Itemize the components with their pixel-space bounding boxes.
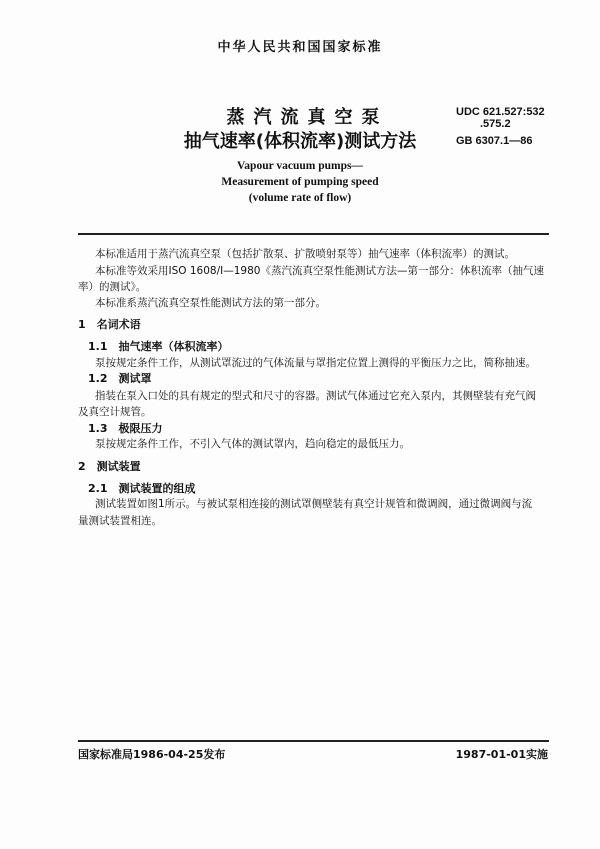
udc-code-cont: .575.2 — [480, 118, 511, 130]
body-text: 泵按规定条件工作，不引入气体的测试罩内，趋向稳定的最低压力。 — [95, 438, 410, 450]
title-en-line1: Vapour vacuum pumps— — [237, 160, 363, 172]
subsection-heading: 1.2 测试罩 — [88, 372, 152, 385]
header-rule — [78, 233, 549, 235]
udc-code: UDC 621.527:532 — [456, 106, 545, 118]
body-text: 泵按规定条件工作，从测试罩流过的气体流量与罩指定位置上测得的平衡压力之比，简称抽速。 — [95, 357, 536, 369]
title-en-line3: (volume rate of flow) — [248, 192, 352, 204]
subsection-heading: 2.1 测试装置的组成 — [88, 482, 196, 495]
intro-para: 本标准等效采用ISO 1608/Ⅰ—1980《蒸汽流真空泵性能测试方法—第一部分：体积流率（抽气速 — [95, 265, 544, 277]
body-text: 测试装置如图1所示。与被试泵相连接的测试罩侧壁装有真空计规管和微调阀，通过微调阀与流 — [95, 498, 533, 510]
subsection-heading: 1.1 抽气速率（体积流率） — [88, 340, 229, 353]
gb-number: GB 6307.1—86 — [456, 135, 533, 147]
body-text: 及真空计规管。 — [78, 406, 152, 418]
effective-date: 1987-01-01实施 — [455, 748, 548, 761]
intro-para: 本标准适用于蒸汽流真空泵（包括扩散泵、扩散喷射泵等）抽气速率（体积流率）的测试。 — [95, 248, 515, 260]
standard-header: 中华人民共和国国家标准 — [217, 40, 383, 55]
title-cn-line2: 抽气速率(体积流率)测试方法 — [183, 131, 417, 152]
body-text: 量测试装置相连。 — [78, 515, 162, 527]
body-text: 指装在泵入口处的具有规定的型式和尺寸的容器。测试气体通过它充入泵内，其侧壁装有充气阀 — [95, 390, 536, 402]
issue-date: 国家标准局1986-04-25发布 — [78, 748, 226, 761]
subsection-heading: 1.3 极限压力 — [88, 422, 163, 435]
title-cn-line1: 蒸汽流真空泵 — [226, 107, 389, 128]
section-heading: 1 名词术语 — [78, 318, 141, 331]
title-en-line2: Measurement of pumping speed — [221, 176, 379, 188]
footer-rule — [78, 740, 549, 742]
intro-para: 本标准系蒸汽流真空泵性能测试方法的第一部分。 — [95, 297, 326, 309]
intro-para: 率）的测试》。 — [78, 281, 147, 293]
section-heading: 2 测试装置 — [78, 460, 141, 473]
